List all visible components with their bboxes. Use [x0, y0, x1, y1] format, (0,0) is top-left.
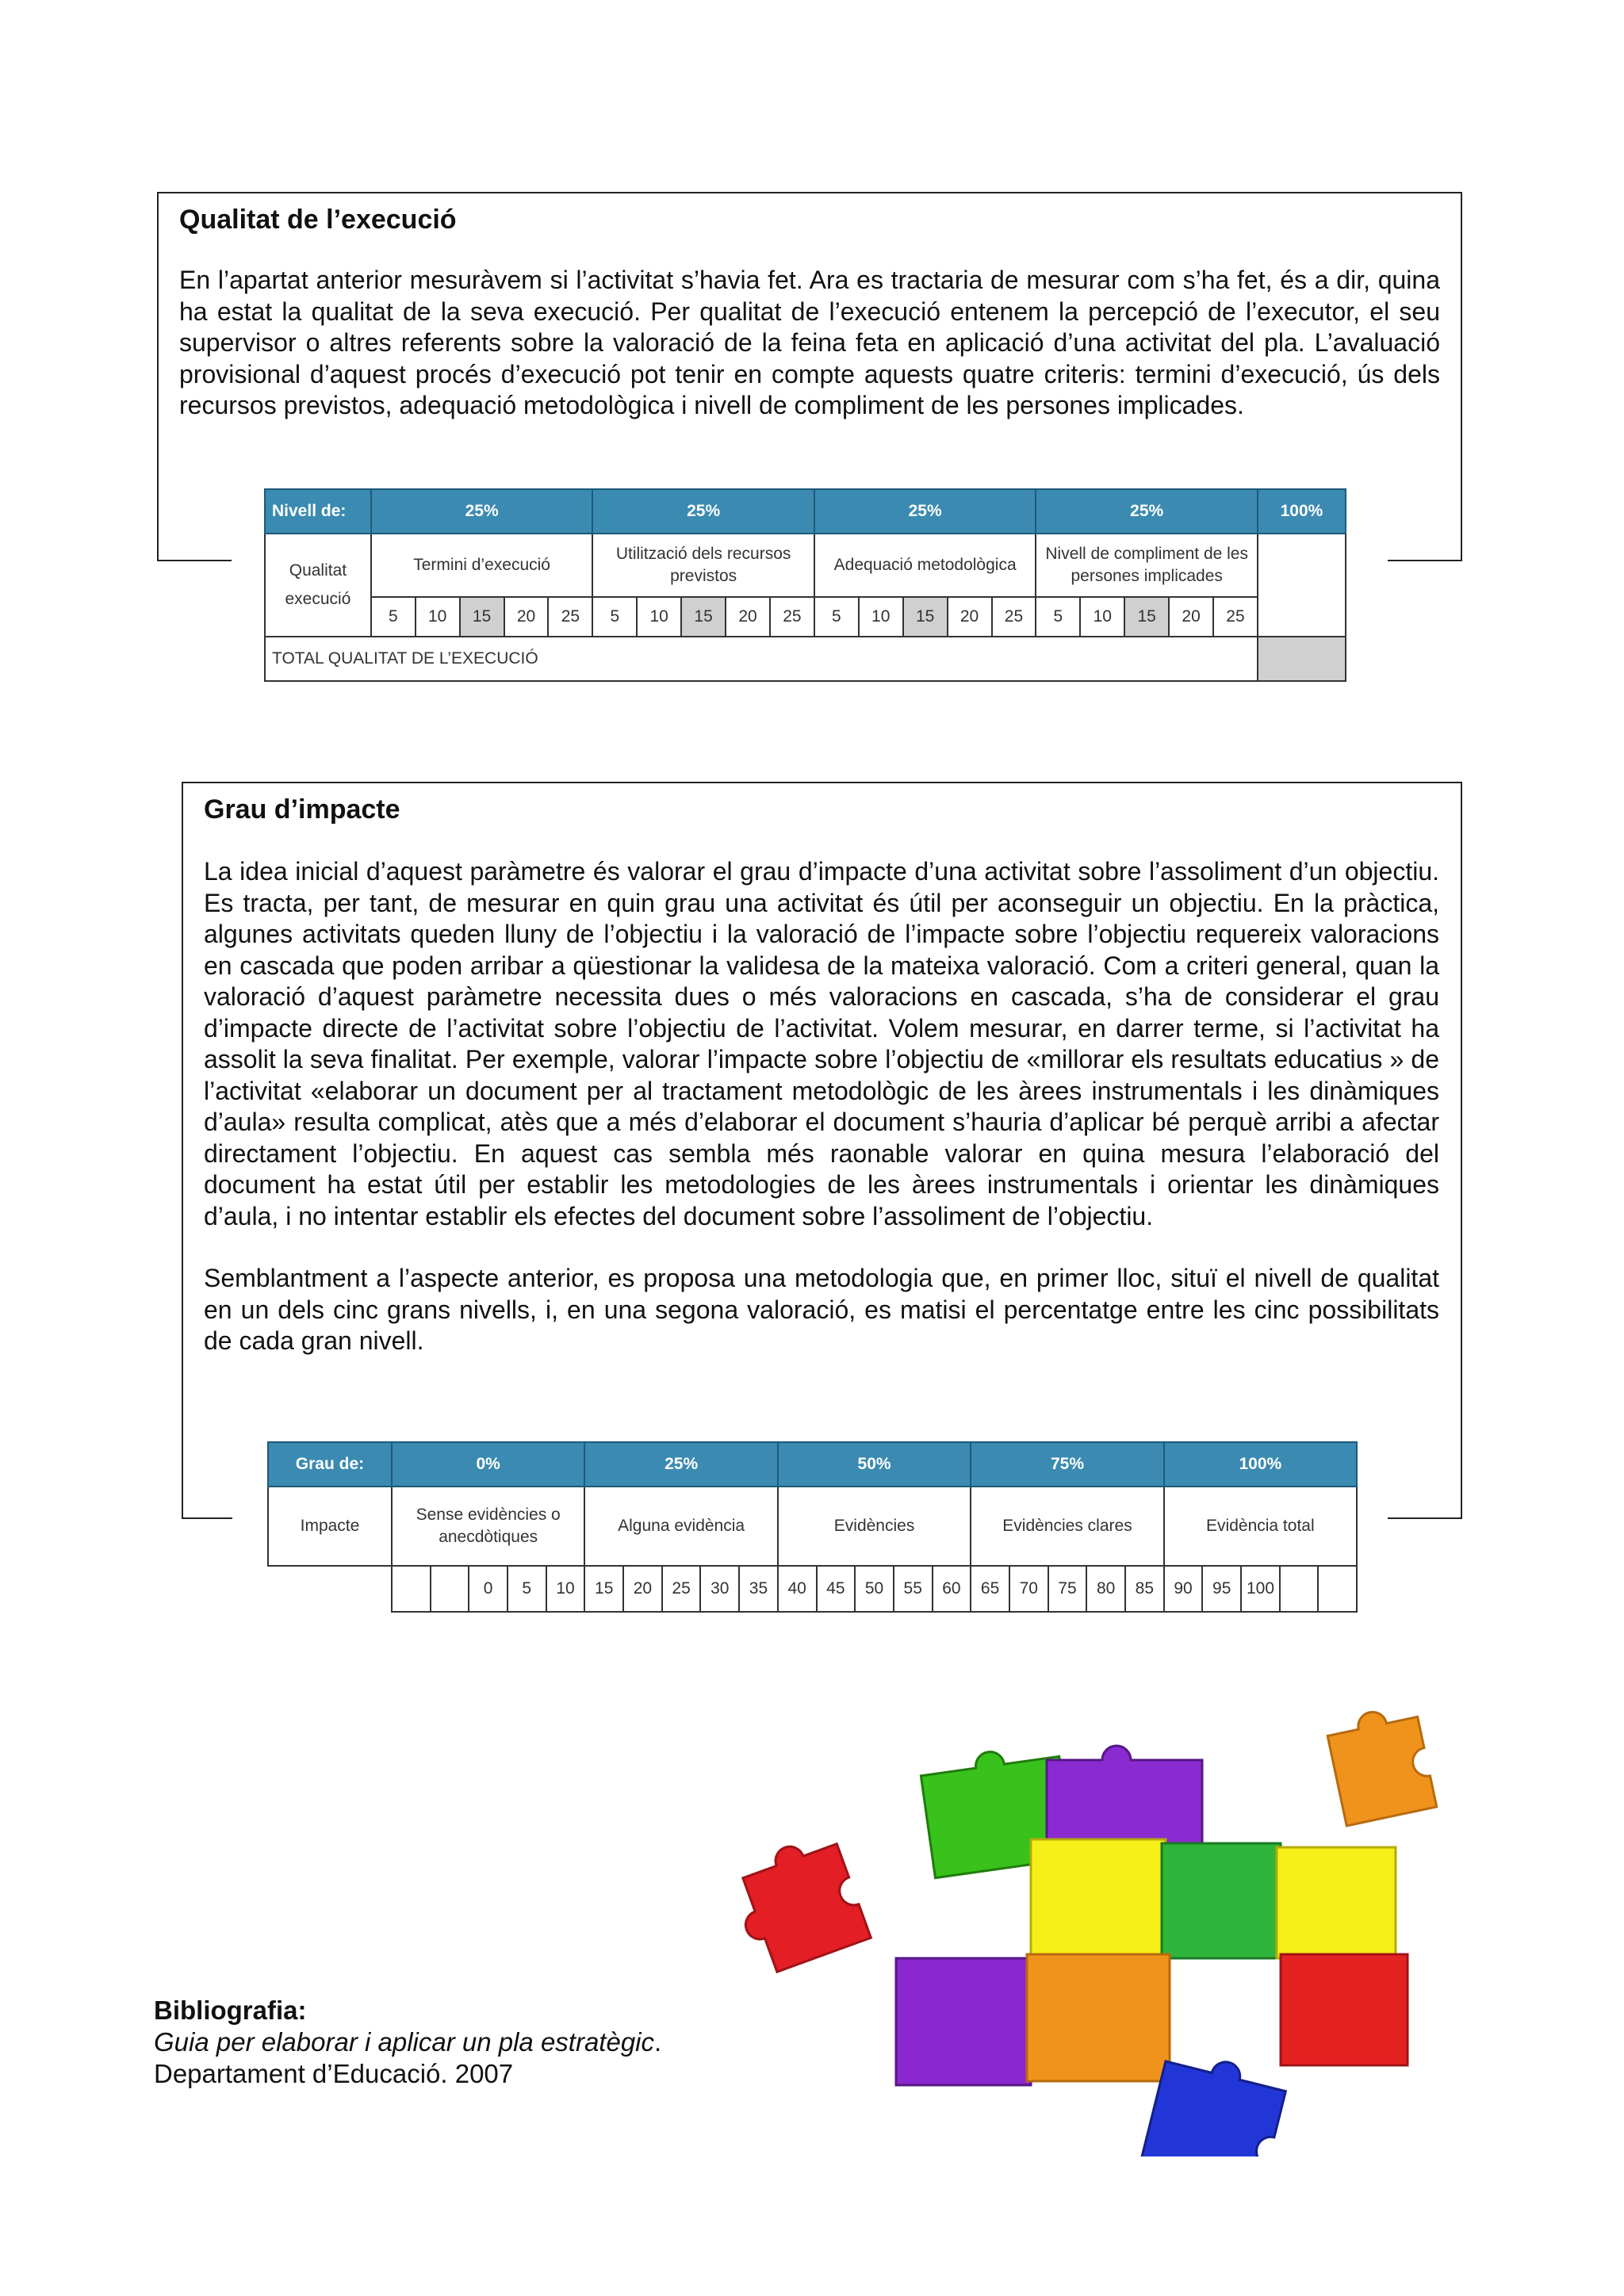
scale-cell: 50 [855, 1566, 894, 1612]
scale-cell: 10 [637, 597, 681, 637]
scale-cell: 40 [778, 1566, 817, 1612]
total-value-cell [1258, 637, 1346, 681]
percent-cell: 0% [392, 1442, 584, 1487]
yellow-piece-right [1277, 1847, 1396, 1958]
scale-cell: 25 [1213, 597, 1258, 637]
total-label: TOTAL QUALITAT DE L’EXECUCIÓ [265, 637, 1258, 681]
percent-cell: 100% [1258, 489, 1346, 534]
percent-cell: 25% [814, 489, 1036, 534]
scale-cell: 25 [992, 597, 1036, 637]
section-paragraph-quality: En l’apartat anterior mesuràvem si l’activitat s’havia fet. Ara es tractaria de mesurar com s’ha fet, és a dir, quina ha estat la qualitat de la seva execució. Per qualitat de l’execució entenem la percepció de l’executor, el seu supervisor o altres referents sobre la valoració de la feina feta en aplicació d’una activitat del pla. L’avaluació provisional d’aquest procés d’execució pot tenir en compte aquests quatre criteris: termini d’execució, ús dels recursos previstos, adequació metodològica i nivell de compliment de les persones implicades. [179, 266, 1440, 419]
scale-cell: 85 [1125, 1566, 1164, 1612]
impact-table [267, 1441, 1358, 1613]
bibliography [154, 1995, 661, 2090]
bibliography-title-line [154, 2026, 661, 2058]
section-title-impact: Grau d’impacte [204, 794, 400, 825]
section-title-quality: Qualitat de l’execució [179, 205, 457, 235]
criterion-cell: Termini d’execució [371, 534, 593, 597]
bibliography-heading: Bibliografia: [154, 1996, 307, 2025]
header-label: Nivell de: [265, 489, 371, 534]
scale-cell: 75 [1048, 1566, 1087, 1612]
red-piece-right [1281, 1954, 1408, 2065]
percent-cell: 100% [1164, 1442, 1357, 1487]
percent-cell: 50% [778, 1442, 971, 1487]
header-label: Grau de: [268, 1442, 392, 1487]
percent-cell: 25% [592, 489, 814, 534]
bibliography-publisher: Departament d’Educació. 2007 [154, 2059, 514, 2088]
scale-cell [431, 1566, 469, 1612]
percent-cell: 25% [1036, 489, 1258, 534]
scale-cell: 60 [933, 1566, 971, 1612]
purple-piece-bottom [896, 1958, 1031, 2085]
scale-cell: 95 [1202, 1566, 1241, 1612]
scale-cell: 20 [623, 1566, 662, 1612]
scale-cell: 15 [460, 597, 504, 637]
scale-cell: 15 [584, 1566, 623, 1612]
scale-cell: 20 [948, 597, 992, 637]
criterion-cell: Utilització dels recursos previstos [592, 534, 814, 597]
criterion-cell: Adequació metodològica [814, 534, 1036, 597]
bibliography-title: Guia per elaborar i aplicar un pla estratègic [154, 2027, 655, 2057]
scale-cell: 55 [894, 1566, 933, 1612]
scale-row [268, 1566, 1357, 1612]
scale-cell: 25 [662, 1566, 701, 1612]
yellow-piece-center [1031, 1839, 1166, 1958]
scale-cell: 5 [508, 1566, 546, 1612]
level-cell: Alguna evidència [584, 1487, 777, 1566]
orange-piece-bottom [1027, 1954, 1170, 2081]
level-cell: Evidències clares [971, 1487, 1163, 1566]
red-piece-left [725, 1831, 871, 1977]
level-cell: Sense evidències o anecdòtiques [392, 1487, 584, 1566]
scale-cell: 30 [700, 1566, 739, 1612]
scale-cell: 100 [1241, 1566, 1280, 1612]
scale-cell: 10 [546, 1566, 585, 1612]
level-cell: Evidència total [1164, 1487, 1357, 1566]
scale-cell: 15 [903, 597, 948, 637]
scale-cell: 20 [1169, 597, 1213, 637]
scale-cell: 65 [971, 1566, 1009, 1612]
percent-cell: 75% [971, 1442, 1163, 1487]
scale-cell: 5 [1036, 597, 1080, 637]
bibliography-title-suffix: . [654, 2027, 662, 2057]
scale-cell: 25 [548, 597, 592, 637]
impact-paragraph-2: Semblantment a l’aspecte anterior, es proposa una metodologia que, en primer lloc, situï el nivell de qualitat en un dels cinc grans nivells, i, en una segona valoració, es matisi el percentatge entre les cinc possibilitats de cada gran nivell. [204, 1264, 1439, 1355]
scale-cell: 0 [469, 1566, 508, 1612]
percent-cell: 25% [371, 489, 593, 534]
scale-cell: 5 [371, 597, 416, 637]
scale-cell: 80 [1086, 1566, 1125, 1612]
scale-cell: 35 [739, 1566, 778, 1612]
scale-cell: 10 [416, 597, 460, 637]
scale-cell: 10 [859, 597, 903, 637]
scale-cell: 45 [817, 1566, 856, 1612]
scale-cell: 90 [1164, 1566, 1203, 1612]
scale-cell: 70 [1009, 1566, 1048, 1612]
criterion-cell: Nivell de compliment de les persones implicades [1036, 534, 1258, 597]
scale-cell [1280, 1566, 1318, 1612]
row-label: Qualitat execució [265, 534, 371, 637]
row-label: Impacte [268, 1487, 392, 1566]
scale-cell [1318, 1566, 1357, 1612]
puzzle-pieces-image [722, 1697, 1486, 2156]
scale-cell: 20 [504, 597, 549, 637]
scale-cell [392, 1566, 431, 1612]
section-paragraphs-impact [204, 856, 1439, 1388]
orange-piece-top [1324, 1703, 1436, 1826]
scale-cell: 25 [770, 597, 814, 637]
percent-cell: 25% [584, 1442, 777, 1487]
scale-cell: 5 [814, 597, 859, 637]
scale-cell: 20 [726, 597, 770, 637]
level-cell: Evidències [778, 1487, 971, 1566]
total-result-cell [1258, 534, 1346, 637]
green-piece-center [1162, 1843, 1281, 1958]
scale-cell: 5 [592, 597, 637, 637]
quality-table [264, 488, 1346, 682]
scale-cell: 15 [1124, 597, 1169, 637]
impact-paragraph-1: La idea inicial d’aquest paràmetre és valorar el grau d’impacte d’una activitat sobre l’assoliment d’un objectiu. Es tracta, per tant, de mesurar en quin grau una activitat és útil per aconseguir un objectiu. En la pràctica, algunes activitats queden lluny de l’objectiu i la valoració de l’impacte sobre l’objectiu requereix valoracions en cascada que poden arribar a qüestionar la validesa de la mateixa valoració. Com a criteri general, quan la valoració d’aquest paràmetre necessita dues o més valoracions en cascada, s’ha de considerar el grau d’impacte directe de l’activitat sobre l’objectiu de l’activitat. Volem mesurar, en darrer terme, si l’activitat ha assolit la seva finalitat. Per exemple, valorar l’impacte sobre l’objectiu de «millorar els resultats educatius » de l’activitat «elaborar un document per al tractament metodològic de les àrees instrumentals i les dinàmiques d’aula» resulta complicat, atès que a més d’elaborar el document s’hauria d’aplicar bé perquè arribi a afectar directament l’objectiu. En aquest cas sembla més raonable valorar en quina mesura l’elaboració del document ha estat útil per establir les metodologies de les àrees instrumentals i orientar les dinàmiques d’aula, i no intentar establir els efectes del document sobre l’assoliment de l’objectiu. [204, 857, 1439, 1230]
empty-cell [268, 1566, 392, 1612]
scale-cell: 15 [681, 597, 726, 637]
scale-cell: 10 [1080, 597, 1124, 637]
